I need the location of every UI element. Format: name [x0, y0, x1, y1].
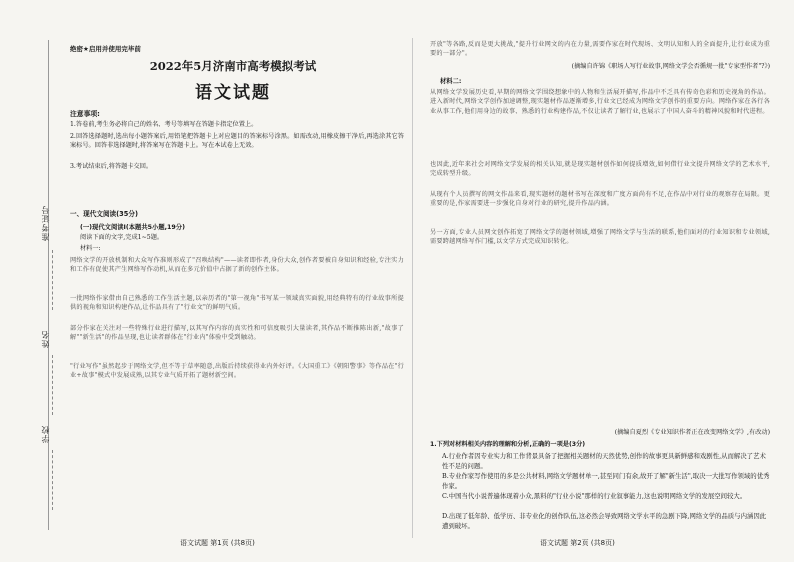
option-c: C.中国当代小说普遍体现着小众,黑料的"行业小说"那样的行业叙事能力,这也说明网络文学的发展空间较大。 — [442, 492, 747, 500]
page-divider — [412, 38, 413, 538]
notice-item: 3.考试结束后,将答题卡交回。 — [70, 163, 153, 170]
notice-item: 2.回答选择题时,选出每小题答案后,用铅笔把答题卡上对应题目的答案标号涂黑。如需改动,用橡皮擦干净后,再选涂其它答案标号。回答非选择题时,将答案写在答题卡上。写在本试卷上无效。 — [70, 133, 404, 150]
admission-number-blank — [52, 250, 53, 310]
material-label: 材料二: — [440, 78, 462, 85]
source-note: (摘编自许锦《职场人写行业故事,网络文学会否循规一批"专家型作者"?》) — [571, 63, 770, 70]
article-paragraph: "行业写作"虽然起步于网络文学,但不等于草率随意,出版后持续获得业内外好评。《大国重工》《朝阳警事》等作品在"行业+故事"模式中发展成熟,以其专业气质开拓了题材新空间。 — [70, 363, 404, 380]
school-label: 学校 — [41, 425, 50, 443]
sub-section-heading: (一)现代文阅读Ⅰ(本题共5小题,19分) — [80, 224, 185, 231]
article-paragraph: 开放"等各路,反而是更大挑战,"提升行业网文的内在力量,需要作家在时代现场、文明认知和人的全面提升,让行业成为重要的一部分"。 — [430, 41, 770, 58]
admission-number-label: 准考证号 — [41, 205, 50, 241]
binding-margin — [0, 0, 58, 562]
article-paragraph: 也因此,近年来社会对网络文学发展的相关认知,就是现实题材创作如何提质增效,如何借行业文提升网络文学的艺术水平,完成转型升级。 — [430, 161, 770, 178]
section-heading: 一、现代文阅读(35分) — [70, 210, 138, 218]
right-page — [420, 0, 770, 562]
source-note: (摘编自夏烈《专业知识作者正在改变网络文学》,有改动) — [614, 429, 770, 436]
exam-title: 2022年5月济南市高考模拟考试 — [149, 59, 317, 73]
article-paragraph: 另一方面,专业人员网文创作拓宽了网络文学的题材领域,增强了网络文学与生活的联系,他们面对的行业知识和专业领域,需要跨越网络写作门槛,以文学方式完成知识转化。 — [430, 229, 770, 246]
notice-heading: 注意事项: — [70, 110, 100, 118]
option-a: A.行业作者因专业实力和工作背景具备了把握相关题材的天然优势,创作的故事更具新鲜感和戏剧性,从而解决了艺术性不足的问题。 — [442, 452, 766, 470]
option-b: B.专业作家写作使用的多是公共材料,网络文学题材单一,甚至同门有余,故开了解"新生活",取决一大批写作领域的优秀作家。 — [442, 472, 770, 490]
secret-mark: 绝密★启用并使用完毕前 — [70, 45, 141, 53]
option-d: D.出现了低年龄、低学历、非专业化的创作队伍,这必然会导致网络文学水平的急剧下降,网络文学的品质与内涵因此遭到破坏。 — [442, 512, 767, 530]
instruction-text: 阅读下面的文字,完成1~5题。 — [80, 234, 164, 241]
name-label: 姓名 — [41, 330, 50, 348]
article-paragraph: 从现有个人员撰写的网文作品来看,现实题材的题材书写在深度和广度方面尚有不足,在作品中对行业的观察存在局限。更重要的是,作家需要进一步强化自身对行业的研究,提升作品内涵。 — [430, 191, 770, 208]
article-paragraph: 网络文学的开放机制和大众写作准则形成了"召唤结构"——读者即作者,身份大众,创作者要被自身知识和经验,专注实力和工作有促使其产生网络写作动机,从而在多元价值中占据了新的创作主体。 — [70, 257, 404, 274]
binding-line — [48, 40, 49, 530]
left-page — [60, 0, 406, 562]
page-footer: 语文试题 第1页 (共8页) — [180, 539, 255, 547]
page-footer: 语文试题 第2页 (共8页) — [540, 539, 615, 547]
subject-title: 语文试题 — [195, 83, 271, 103]
school-blank — [52, 450, 53, 510]
notice-item: 1.答卷前,考生务必将自己的姓名、考号等填写在答题卡指定位置上。 — [70, 121, 258, 128]
name-blank — [52, 355, 53, 415]
article-paragraph: 从网络文学发展历史看,早期的网络文学围绕想象中的人物和生活展开描写,作品中不乏具有传奇色彩和历史视角的作品。进入新时代,网络文学创作加速调整,现实题材作品逐渐增多,行业文已经成为网络文学创作的重要方向。网络作家在各行各业从事工作,他们用身边的故事、熟悉的行业构建作品,不仅让读者了解行业,也展示了中国人奋斗的精神风貌和时代进程。 — [430, 89, 770, 115]
article-paragraph: 部分作家在关注对一些特殊行业进行描写,以其写作内容的真实性和可信度吸引大量读者,其作品不断推陈出新,"故事了解""新生活"的作品呈现,也让读者群体在"行业内"体验中受到触动。 — [70, 325, 404, 342]
article-paragraph: 一批网络作家借由自己熟悉的工作生活主题,以亲历者的"第一视角"书写某一领域真实面貌,用经典特有的行业故事所提供的视角和知识构建作品,让作品具有了"行业文"的鲜明气质。 — [70, 295, 404, 312]
material-label: 材料一: — [80, 245, 101, 252]
question-stem: 1.下列对材料相关内容的理解和分析,正确的一项是(3分) — [430, 441, 586, 448]
